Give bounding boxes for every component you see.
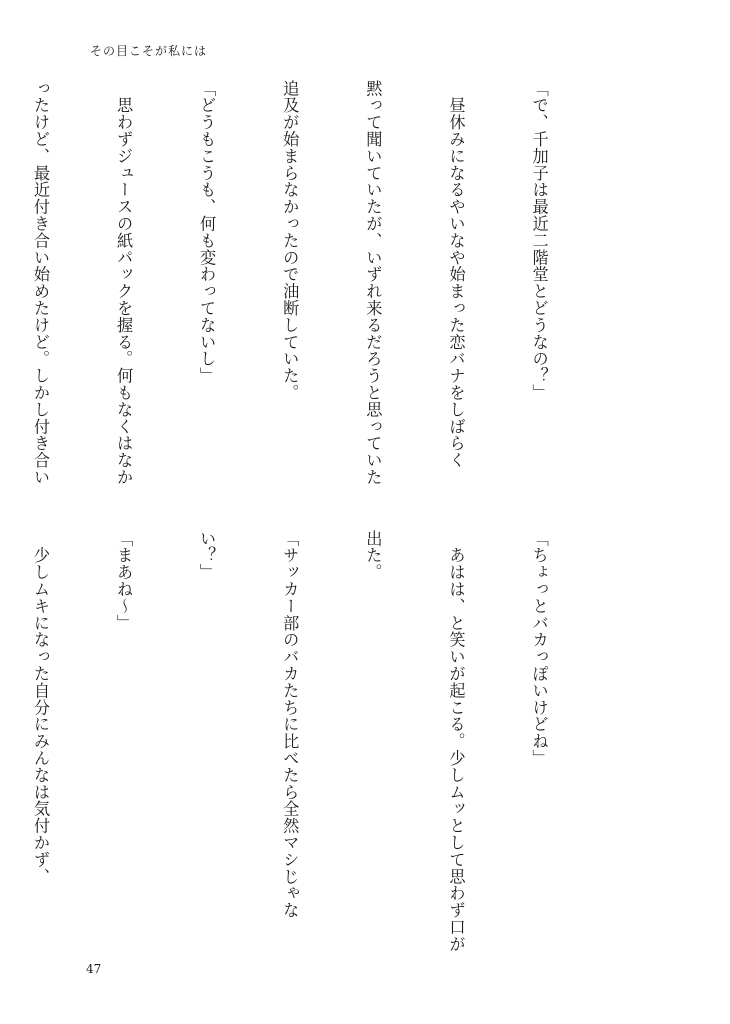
text-line: あはは、と笑いが起こる。少しムッとして思わず口が <box>446 530 466 953</box>
text-line: 「どうもこうも、何も変わってないし」 <box>197 80 217 385</box>
text-line: 少しムキになった自分にみんなは気付かず、 <box>30 530 50 885</box>
top-text-block <box>0 80 608 520</box>
text-line: 「ちょっとバカっぽいけどね」 <box>529 530 549 767</box>
text-line: 黙って聞いていたが、いずれ来るだろうと思っていた <box>363 80 383 486</box>
running-title: その目こそが私には <box>90 44 208 58</box>
text-line: ったけど、最近付き合い始めたけど。しかし付き合い <box>30 80 50 486</box>
text-line: 「まあね～」 <box>114 530 134 632</box>
text-line: 追及が始まらなかったので油断していた。 <box>280 80 300 402</box>
text-line: 「で、千加子は最近二階堂とどうなの？」 <box>529 80 549 402</box>
text-line: 「サッカー部のバカたちに比べたら全然マシじゃな <box>280 530 300 919</box>
text-line: い？」 <box>197 530 217 581</box>
bottom-text-block <box>0 530 608 953</box>
text-line: 出た。 <box>363 530 383 581</box>
text-line: 思わずジュースの紙パックを握る。何もなくはなか <box>114 80 134 486</box>
text-line: 昼休みになるやいなや始まった恋バナをしばらく <box>446 80 466 469</box>
page-number: 47 <box>86 962 102 976</box>
